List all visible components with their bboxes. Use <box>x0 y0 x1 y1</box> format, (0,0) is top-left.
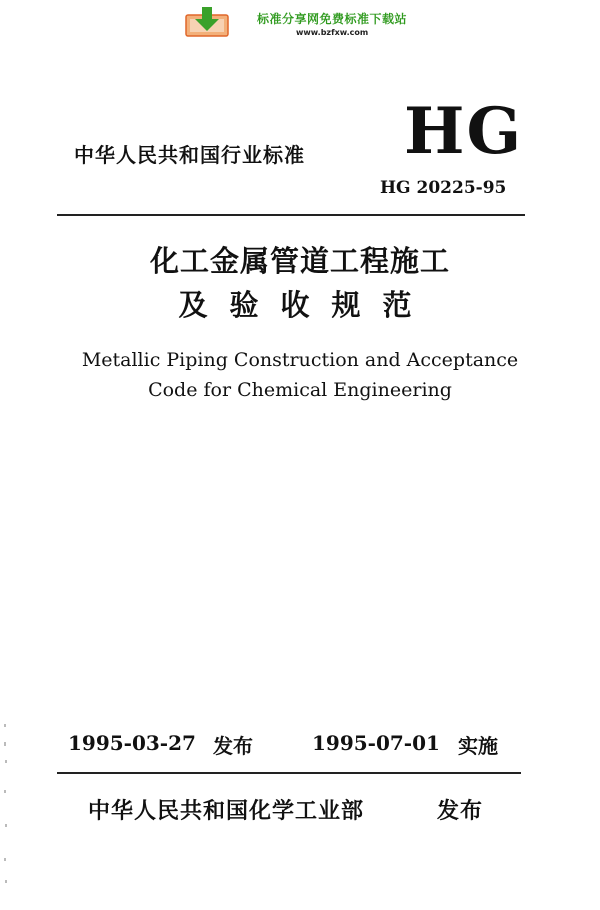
issue-label: 发布 <box>213 734 253 758</box>
implementation-date: 1995-07-01 <box>312 731 440 755</box>
hg-logo: HG <box>404 94 524 169</box>
publisher-name: 中华人民共和国化学工业部 <box>88 799 365 824</box>
issue-date: 1995-03-27 <box>68 731 196 755</box>
top-divider <box>57 214 525 216</box>
standard-number: HG 20225-95 <box>380 178 507 198</box>
title-english-line-2: Code for Chemical Engineering <box>148 379 452 401</box>
implementation-label: 实施 <box>458 734 498 758</box>
scan-speck <box>4 742 6 746</box>
standard-category: 中华人民共和国行业标准 <box>74 143 305 167</box>
scan-speck <box>4 790 6 793</box>
scan-speck <box>5 760 7 763</box>
scan-speck <box>5 880 7 883</box>
watermark-banner <box>183 6 423 40</box>
download-arrow-icon <box>183 6 231 38</box>
publish-label: 发布 <box>437 799 484 824</box>
title-english-line-1: Metallic Piping Construction and Acceptance <box>81 349 519 371</box>
title-chinese-line-2: 及验收规范 <box>178 288 434 322</box>
bottom-divider <box>57 772 521 774</box>
title-chinese-line-1: 化工金属管道工程施工 <box>149 244 450 278</box>
scan-speck <box>5 824 7 827</box>
watermark-url: www.bzfxw.com <box>296 28 369 37</box>
scan-speck <box>4 858 6 861</box>
scan-speck <box>4 724 6 727</box>
watermark-title: 标准分享网免费标准下载站 <box>257 12 408 26</box>
